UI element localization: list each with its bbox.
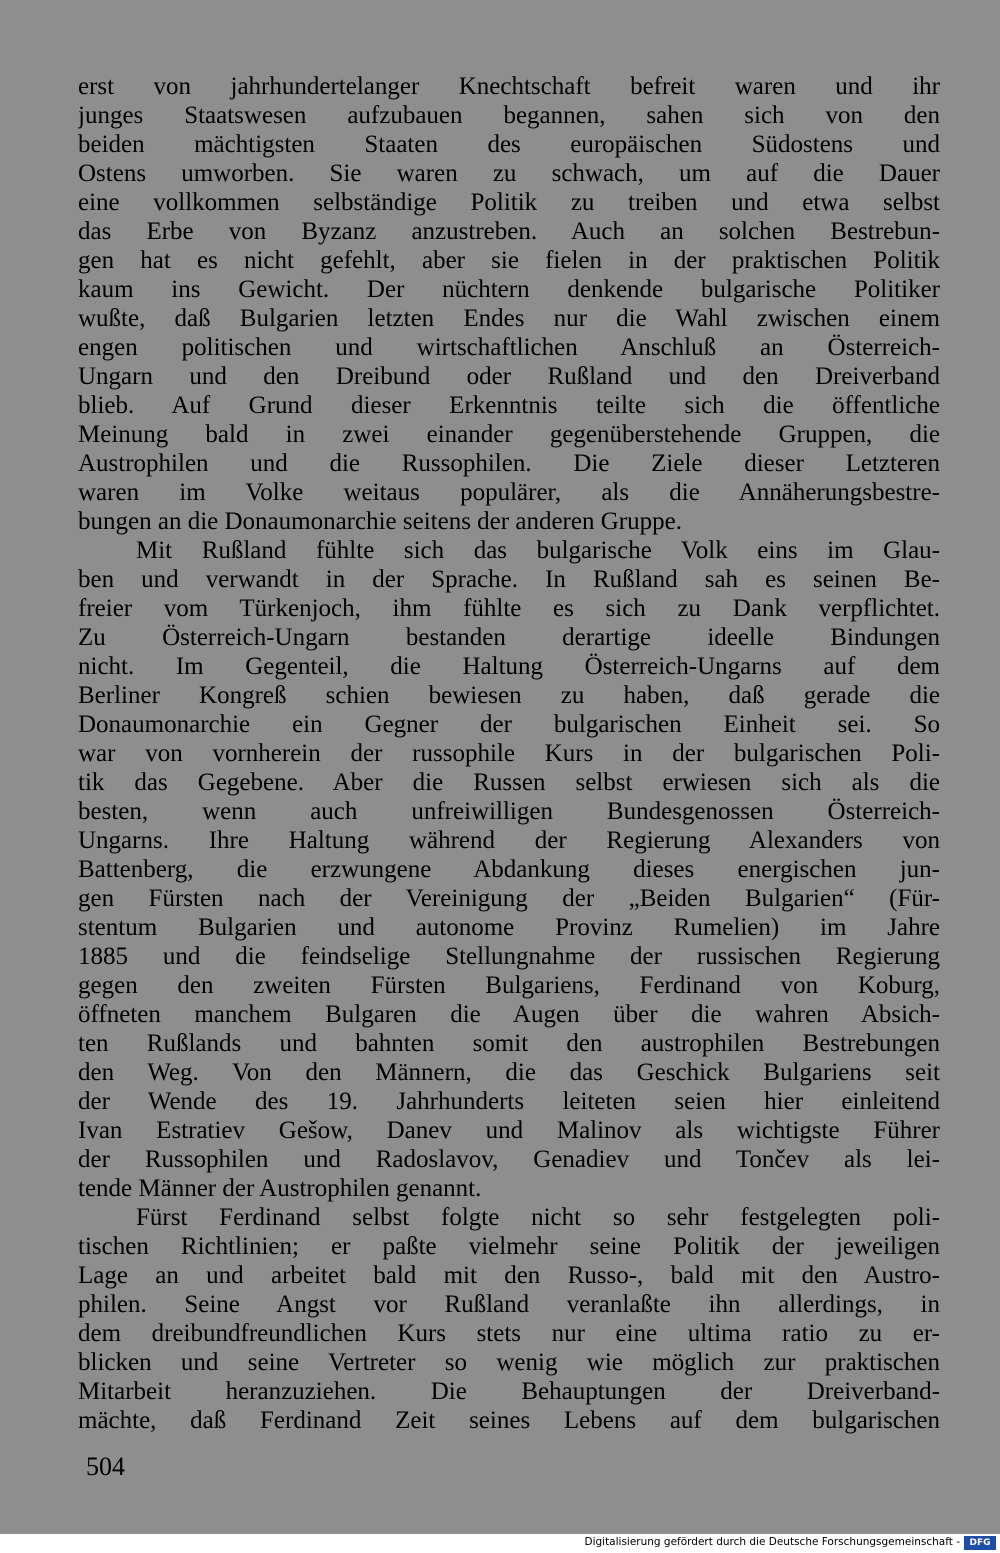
- text-line: Ivan Estratiev Gešow, Danev und Malinov als wichtigste Führer: [78, 1117, 940, 1144]
- text-line: besten, wenn auch unfreiwilligen Bundesgenossen Österreich-: [78, 798, 940, 825]
- text-line: Berliner Kongreß schien bewiesen zu haben, daß gerade die: [78, 682, 940, 709]
- text-line: eine vollkommen selbständige Politik zu treiben und etwa selbst: [78, 189, 940, 216]
- page-number: 504: [86, 1452, 125, 1481]
- text-line: Donaumonarchie ein Gegner der bulgarischen Einheit sei. So: [78, 711, 940, 738]
- body-text: [78, 72, 940, 1435]
- text-line: Ungarns. Ihre Haltung während der Regierung Alexanders von: [78, 827, 940, 854]
- text-line: das Erbe von Byzanz anzustreben. Auch an solchen Bestrebun-: [78, 218, 940, 245]
- text-line: Battenberg, die erzwungene Abdankung dieses energischen jun-: [78, 856, 940, 883]
- text-line: mächte, daß Ferdinand Zeit seines Lebens auf dem bulgarischen: [78, 1407, 940, 1434]
- text-line: gen Fürsten nach der Vereinigung der „Beiden Bulgarien“ (Für-: [78, 885, 940, 912]
- text-line: Mitarbeit heranzuziehen. Die Behauptungen der Dreiverband-: [78, 1378, 940, 1405]
- text-line: stentum Bulgarien und autonome Provinz Rumelien) im Jahre: [78, 914, 940, 941]
- dfg-logo: DFG: [964, 1536, 996, 1550]
- text-line: dem dreibundfreundlichen Kurs stets nur eine ultima ratio zu er-: [78, 1320, 940, 1347]
- text-line: öffneten manchem Bulgaren die Augen über die wahren Absich-: [78, 1001, 940, 1028]
- text-line: beiden mächtigsten Staaten des europäischen Südostens und: [78, 131, 940, 158]
- text-line: 1885 und die feindselige Stellungnahme der russischen Regierung: [78, 943, 940, 970]
- text-line: Ungarn und den Dreibund oder Rußland und den Dreiverband: [78, 363, 940, 390]
- text-line: wußte, daß Bulgarien letzten Endes nur die Wahl zwischen einem: [78, 305, 940, 332]
- text-line: junges Staatswesen aufzubauen begannen, sahen sich von den: [78, 102, 940, 129]
- digitization-footer: [0, 1534, 1000, 1553]
- text-line: den Weg. Von den Männern, die das Geschick Bulgariens seit: [78, 1059, 940, 1086]
- text-line: ten Rußlands und bahnten somit den austrophilen Bestrebungen: [78, 1030, 940, 1057]
- text-line: gen hat es nicht gefehlt, aber sie fielen in der praktischen Politik: [78, 247, 940, 274]
- text-line: erst von jahrhundertelanger Knechtschaft befreit waren und ihr: [78, 73, 940, 100]
- text-line: blieb. Auf Grund dieser Erkenntnis teilte sich die öffentliche: [78, 392, 940, 419]
- text-line: Ostens umworben. Sie waren zu schwach, um auf die Dauer: [78, 160, 940, 187]
- text-line: Austrophilen und die Russophilen. Die Ziele dieser Letzteren: [78, 450, 940, 477]
- text-line: kaum ins Gewicht. Der nüchtern denkende bulgarische Politiker: [78, 276, 940, 303]
- text-line: waren im Volke weitaus populärer, als die Annäherungsbestre-: [78, 479, 940, 506]
- text-line: tischen Richtlinien; er paßte vielmehr seine Politik der jeweiligen: [78, 1233, 940, 1260]
- text-line-paragraph-start: Mit Rußland fühlte sich das bulgarische Volk eins im Glau-: [136, 537, 940, 564]
- text-line-paragraph-end: bungen an die Donaumonarchie seitens der anderen Gruppe.: [78, 508, 682, 535]
- text-line: der Russophilen und Radoslavov, Genadiev und Tončev als lei-: [78, 1146, 940, 1173]
- text-line: war von vornherein der russophile Kurs in der bulgarischen Poli-: [78, 740, 940, 767]
- text-line-paragraph-end: tende Männer der Austrophilen genannt.: [78, 1175, 482, 1202]
- text-line: Lage an und arbeitet bald mit den Russo-, bald mit den Austro-: [78, 1262, 940, 1289]
- text-line: Zu Österreich-Ungarn bestanden derartige ideelle Bindungen: [78, 624, 940, 651]
- text-line: tik das Gegebene. Aber die Russen selbst erwiesen sich als die: [78, 769, 940, 796]
- text-line: Meinung bald in zwei einander gegenüberstehende Gruppen, die: [78, 421, 940, 448]
- text-line: blicken und seine Vertreter so wenig wie möglich zur praktischen: [78, 1349, 940, 1376]
- text-line: freier vom Türkenjoch, ihm fühlte es sich zu Dank verpflichtet.: [78, 595, 940, 622]
- text-line: engen politischen und wirtschaftlichen Anschluß an Österreich-: [78, 334, 940, 361]
- text-line: ben und verwandt in der Sprache. In Rußland sah es seinen Be-: [78, 566, 940, 593]
- text-line: gegen den zweiten Fürsten Bulgariens, Ferdinand von Koburg,: [78, 972, 940, 999]
- text-line-paragraph-start: Fürst Ferdinand selbst folgte nicht so sehr festgelegten poli-: [136, 1204, 940, 1231]
- text-line: der Wende des 19. Jahrhunderts leiteten seien hier einleitend: [78, 1088, 940, 1115]
- footer-credit: Digitalisierung gefördert durch die Deutsche Forschungsgemeinschaft -: [584, 1536, 960, 1548]
- text-line: nicht. Im Gegenteil, die Haltung Österreich-Ungarns auf dem: [78, 653, 940, 680]
- text-line: philen. Seine Angst vor Rußland veranlaßte ihn allerdings, in: [78, 1291, 940, 1318]
